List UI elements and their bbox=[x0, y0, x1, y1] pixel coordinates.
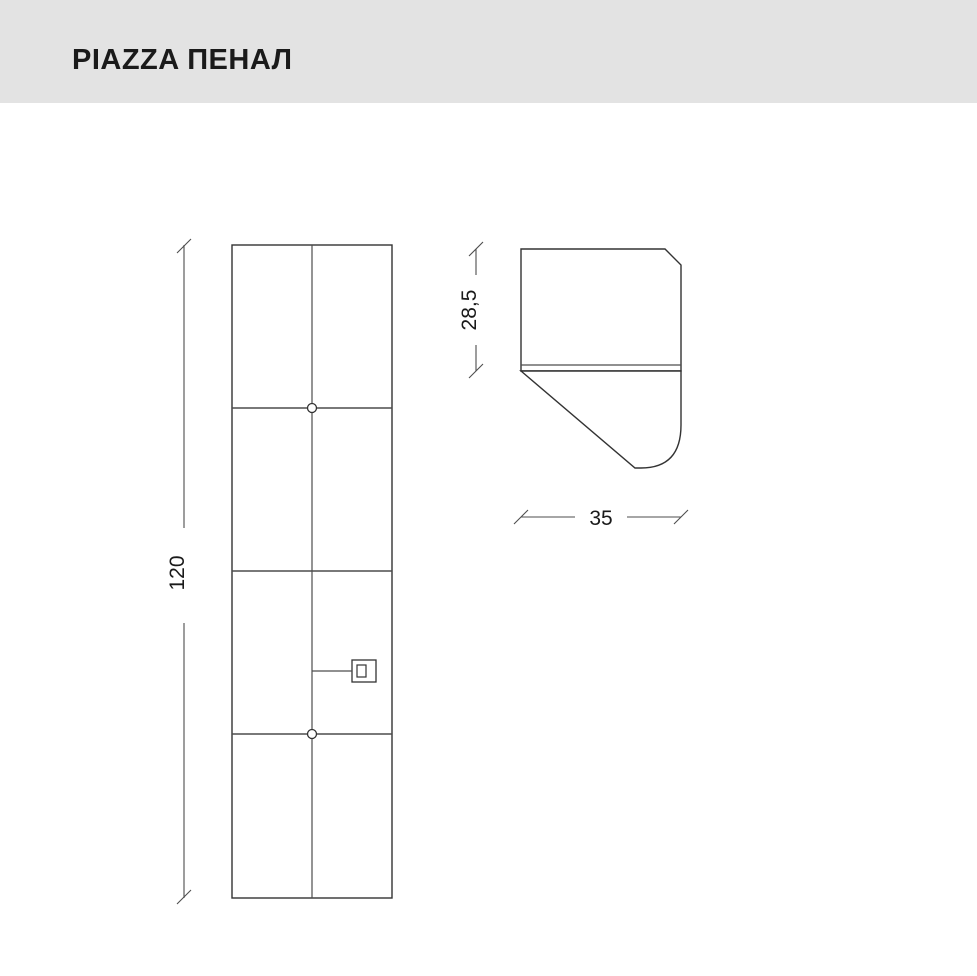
hinge-bottom-icon bbox=[308, 730, 317, 739]
side-upper-body-outline bbox=[521, 249, 681, 371]
dimension-height-label: 120 bbox=[166, 555, 189, 591]
product-technical-drawing bbox=[0, 103, 977, 976]
hinge-top-icon bbox=[308, 404, 317, 413]
page-title: PIAZZA ПЕНАЛ bbox=[72, 44, 293, 76]
dimension-height-285 bbox=[458, 242, 490, 378]
header-bar bbox=[0, 0, 977, 103]
side-lower-body-outline bbox=[521, 371, 681, 468]
dimension-285-label: 28,5 bbox=[458, 289, 481, 331]
dimension-height-120 bbox=[166, 239, 198, 904]
dimension-35-label: 35 bbox=[589, 507, 613, 530]
dimension-depth-35 bbox=[514, 505, 688, 531]
technical-drawing-area bbox=[0, 103, 977, 976]
side-elevation bbox=[521, 249, 681, 468]
handle-inner-icon bbox=[357, 665, 366, 677]
front-elevation bbox=[232, 245, 392, 898]
